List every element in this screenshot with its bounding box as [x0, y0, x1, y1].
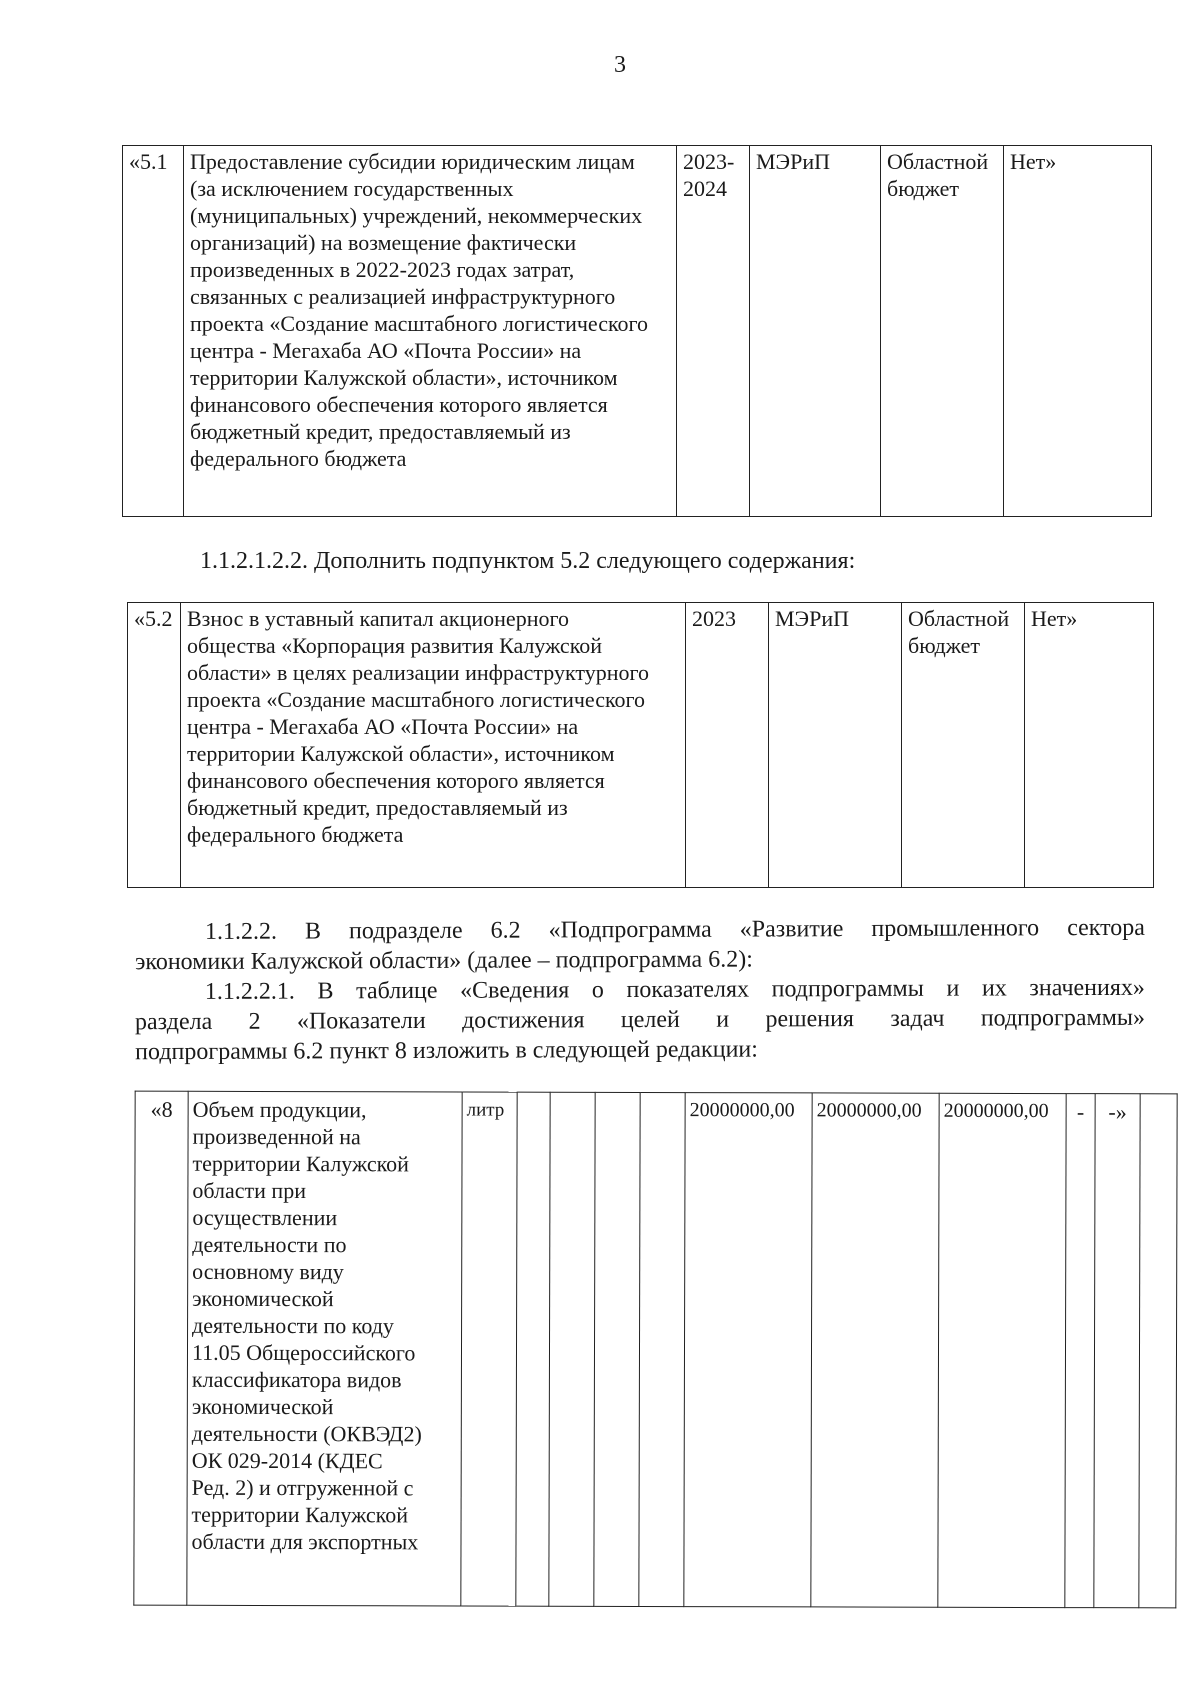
item-number: «5.2	[128, 603, 181, 888]
value-cell: 20000000,00	[684, 1093, 812, 1607]
item-flag: Нет»	[1025, 603, 1154, 888]
value-cell: 20000000,00	[938, 1093, 1066, 1607]
paragraph-1-1-2-2-1	[135, 973, 1145, 1067]
item-executor: МЭРиП	[769, 603, 902, 888]
empty-cell	[594, 1092, 640, 1606]
item-description: Объем продукции, произведенной на территории Калужской области при осуществлении деятельности по основному виду экономической деятельности по коду 11.05 Общероссийского классификатора видов экономической деятельности (ОКВЭД2) ОК 029-2014 (КДЕС Ред. 2) и отгруженной с территории Калужской области для экспортных	[187, 1091, 462, 1606]
item-number: «8	[134, 1091, 188, 1605]
dash-cell: -	[1065, 1094, 1095, 1608]
item-description: Взнос в уставный капитал акционерного общества «Корпорация развития Калужской области» в целях реализации инфраструктурного проекта «Создание масштабного логистического центра - Мегахаба АО «Почта России» на территории Калужской области», источником финансового обеспечения которого является бюджетный кредит, предоставляемый из федерального бюджета	[181, 603, 686, 888]
empty-cell	[1139, 1094, 1177, 1608]
paragraph-1-1-2-1-2-2: 1.1.2.1.2.2. Дополнить подпунктом 5.2 следующего содержания:	[200, 548, 856, 574]
item-flag: Нет»	[1004, 146, 1152, 517]
item-description: Предоставление субсидии юридическим лицам (за исключением государственных (муниципальных) учреждений, некоммерческих организаций) на возмещение фактически произведенных в 2022-2023 годах затрат, связанных с реализацией инфраструктурного проекта «Создание масштабного логистического центра - Мегахаба АО «Почта России» на территории Калужской области», источником финансового обеспечения которого является бюджетный кредит, предоставляемый из федерального бюджета	[184, 146, 677, 517]
table-item-5-1	[122, 145, 1152, 517]
dash-cell: -»	[1094, 1094, 1140, 1608]
paragraph-line: 1.1.2.2. В подразделе 6.2 «Подпрограмма «Развитие промышленного сектора	[204, 914, 1145, 945]
paragraph-1-1-2-2	[135, 913, 1145, 977]
table-item-5-2	[127, 602, 1154, 888]
paragraph-line: экономики Калужской области» (далее – подпрограмма 6.2):	[135, 946, 753, 976]
item-number: «5.1	[123, 146, 184, 517]
item-years: 2023- 2024	[677, 146, 750, 517]
table-row	[128, 603, 1154, 888]
table-row	[123, 146, 1152, 517]
paragraph-line: подпрограммы 6.2 пункт 8 изложить в следующей редакции:	[135, 1036, 758, 1066]
paragraph-line: раздела 2 «Показатели достижения целей и решения задач подпрограммы»	[134, 1004, 1146, 1036]
item-years: 2023	[686, 603, 769, 888]
empty-cell	[516, 1092, 550, 1606]
page-number: 3	[614, 52, 626, 78]
table-row	[134, 1091, 1177, 1608]
paragraph-line: 1.1.2.2.1. В таблице «Сведения о показателях подпрограммы и их значениях»	[204, 974, 1145, 1005]
item-funding-source: Областной бюджет	[902, 603, 1025, 888]
empty-cell	[639, 1092, 685, 1606]
item-executor: МЭРиП	[750, 146, 881, 517]
table-item-8	[133, 1091, 1177, 1609]
item-funding-source: Областной бюджет	[881, 146, 1004, 517]
item-unit: литр	[461, 1092, 517, 1606]
value-cell: 20000000,00	[811, 1093, 939, 1607]
empty-cell	[549, 1092, 595, 1606]
